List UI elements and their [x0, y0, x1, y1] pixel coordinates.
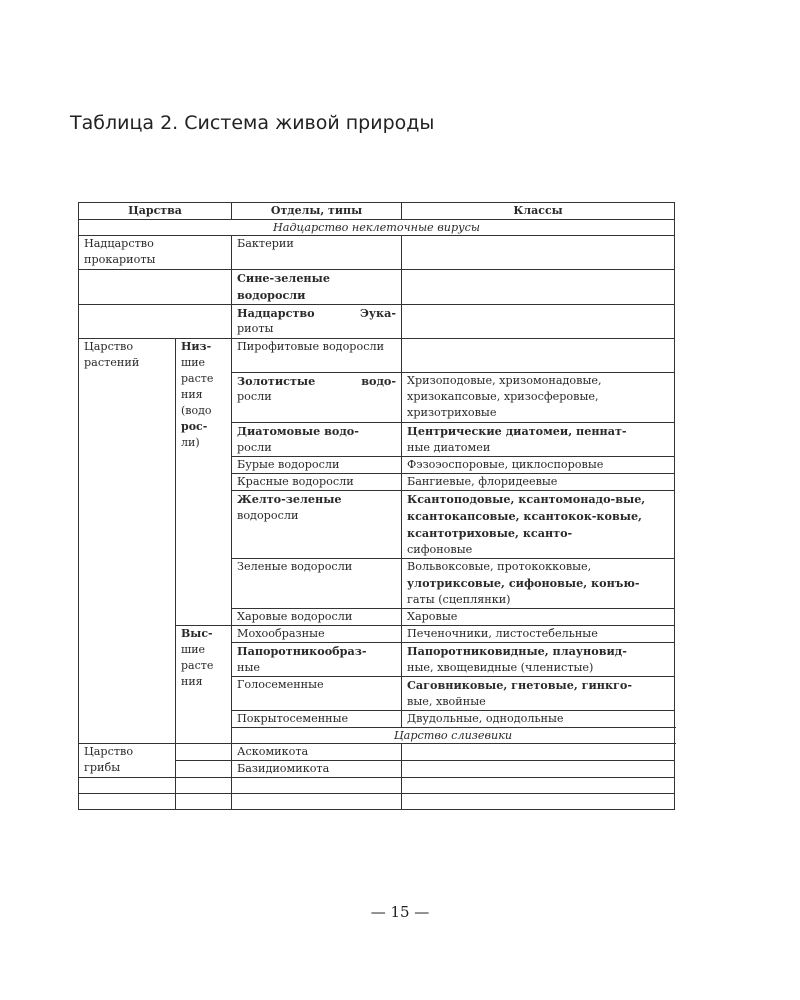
- table-row: [79, 270, 675, 305]
- lower-line-3: рос-: [181, 420, 208, 433]
- ferns-line-2: ные: [237, 661, 260, 674]
- green-classes-line-2: улотриксовые, сифоновые, конъю-: [407, 576, 640, 590]
- table-row: [79, 220, 675, 236]
- cell-empty: [176, 778, 232, 794]
- cell-golden: [232, 373, 402, 423]
- cell-empty: [176, 794, 232, 810]
- cell-empty: [176, 761, 232, 778]
- cell-golden-classes: Хризоподовые, хризомонадовые, хризокапсовые, хризосферовые, хризотриховые: [402, 373, 675, 423]
- cell-angiosperms-classes: Двудольные, однодольные: [402, 711, 675, 728]
- cell-pyrrophyta: Пирофитовые водоросли: [232, 339, 402, 373]
- cell-empty: [402, 744, 675, 761]
- cell-cyanobacteria: [232, 270, 402, 305]
- cell-higher-plants: [176, 626, 232, 744]
- cell-yellowgreen-classes: [402, 491, 675, 559]
- cell-red-classes: Бангиевые, флоридеевые: [402, 474, 675, 491]
- cell-fungi: Царство грибы: [79, 744, 176, 778]
- cell-empty: [79, 778, 176, 794]
- diatoms-classes-line-2: ные диатомеи: [407, 441, 491, 454]
- gymnosperms-classes-line-1: Саговниковые, гнетовые, гинкго-: [407, 678, 633, 692]
- cell-plants: Царство растений: [79, 339, 176, 744]
- table-row: [79, 794, 675, 810]
- cell-red: Красные водоросли: [232, 474, 402, 491]
- cell-ascomycota: Аскомикота: [232, 744, 402, 761]
- cell-empty: [232, 794, 402, 810]
- page-title: Таблица 2. Система живой природы: [70, 112, 435, 134]
- diatoms-classes-line-1: Центрические диатомеи, пеннат-: [407, 424, 627, 438]
- cell-empty: [402, 761, 675, 778]
- cell-empty: [402, 339, 675, 373]
- cell-empty: [79, 305, 232, 339]
- golden-line-1: Золотистые водо-: [237, 374, 397, 388]
- cell-brown: Бурые водоросли: [232, 457, 402, 474]
- cell-empty: [79, 270, 232, 305]
- green-classes-line-3: гаты (сцеплянки): [407, 593, 511, 606]
- section-viruses: Надцарство неклеточные вирусы: [79, 220, 675, 236]
- eukaryotes-line-1: Надцарство Эука-: [237, 306, 397, 320]
- cyanobacteria-text: Сине-зеленые водоросли: [237, 271, 330, 302]
- green-classes-line-1: Вольвоксовые, протококковые,: [407, 560, 592, 573]
- table-row: [79, 305, 675, 339]
- header-classes: Классы: [402, 203, 675, 220]
- yellowgreen-classes-line-1: Ксантоподовые, ксантомонадо-вые, ксантокапсовые, ксантокок-ковые, ксантотриховые, ксанто-: [407, 492, 646, 540]
- cell-angiosperms: Покрытосеменные: [232, 711, 402, 728]
- header-divisions: Отделы, типы: [232, 203, 402, 220]
- cell-diatoms-classes: [402, 423, 675, 457]
- cell-diatoms: [232, 423, 402, 457]
- cell-ferns-classes: [402, 643, 675, 677]
- yellowgreen-line-2: водоросли: [237, 509, 299, 522]
- cell-yellowgreen: [232, 491, 402, 559]
- diatoms-line-1: Диатомовые водо-: [237, 424, 359, 438]
- cell-ferns: [232, 643, 402, 677]
- eukaryotes-line-2: риоты: [237, 322, 274, 335]
- higher-line-1: Выс-: [181, 627, 213, 640]
- cell-empty: [232, 778, 402, 794]
- golden-line-2: росли: [237, 390, 272, 403]
- table-row: [79, 339, 675, 373]
- table-header-row: [79, 203, 675, 220]
- page-number: — 15 —: [370, 903, 430, 921]
- cell-brown-classes: Фэзоэоспоровые, циклоспоровые: [402, 457, 675, 474]
- higher-line-2: шие расте ния: [181, 643, 214, 688]
- cell-empty: [402, 794, 675, 810]
- cell-charophyta: Харовые водоросли: [232, 609, 402, 626]
- cell-eukaryotes: [232, 305, 402, 339]
- cell-empty: [79, 794, 176, 810]
- yellowgreen-classes-line-2: сифоновые: [407, 543, 473, 556]
- cell-mosses-classes: Печеночники, листостебельные: [402, 626, 675, 643]
- cell-charophyta-classes: Харовые: [402, 609, 675, 626]
- table-row: [79, 778, 675, 794]
- table-row: [79, 236, 675, 270]
- ferns-classes-line-1: Папоротниковидные, плауновид-: [407, 644, 627, 658]
- cell-green-classes: [402, 559, 675, 609]
- cell-gymnosperms-classes: [402, 677, 675, 711]
- cell-mosses: Мохообразные: [232, 626, 402, 643]
- cell-empty: [402, 305, 675, 339]
- cell-bacteria: Бактерии: [232, 236, 402, 270]
- diatoms-line-2: росли: [237, 441, 272, 454]
- table-row: [79, 744, 675, 761]
- ferns-classes-line-2: ные, хвощевидные (членистые): [407, 661, 594, 674]
- cell-empty: [402, 236, 675, 270]
- cell-empty: [402, 778, 675, 794]
- lower-line-2: шие расте ния (водо: [181, 356, 214, 417]
- cell-prokaryotes: Надцарство прокариоты: [79, 236, 232, 270]
- section-slime-molds: Царство слизевики: [232, 728, 675, 744]
- gymnosperms-classes-line-2: вые, хвойные: [407, 695, 486, 708]
- living-nature-system-table: [78, 202, 675, 810]
- cell-gymnosperms: Голосеменные: [232, 677, 402, 711]
- cell-empty: [176, 744, 232, 761]
- header-kingdoms: Царства: [79, 203, 232, 220]
- lower-line-4: ли): [181, 436, 200, 449]
- cell-green: Зеленые водоросли: [232, 559, 402, 609]
- yellowgreen-line-1: Желто-зеленые: [237, 492, 342, 506]
- ferns-line-1: Папоротникообраз-: [237, 644, 367, 658]
- cell-lower-plants: [176, 339, 232, 626]
- cell-basidiomycota: Базидиомикота: [232, 761, 402, 778]
- cell-empty: [402, 270, 675, 305]
- lower-line-1: Низ-: [181, 340, 212, 353]
